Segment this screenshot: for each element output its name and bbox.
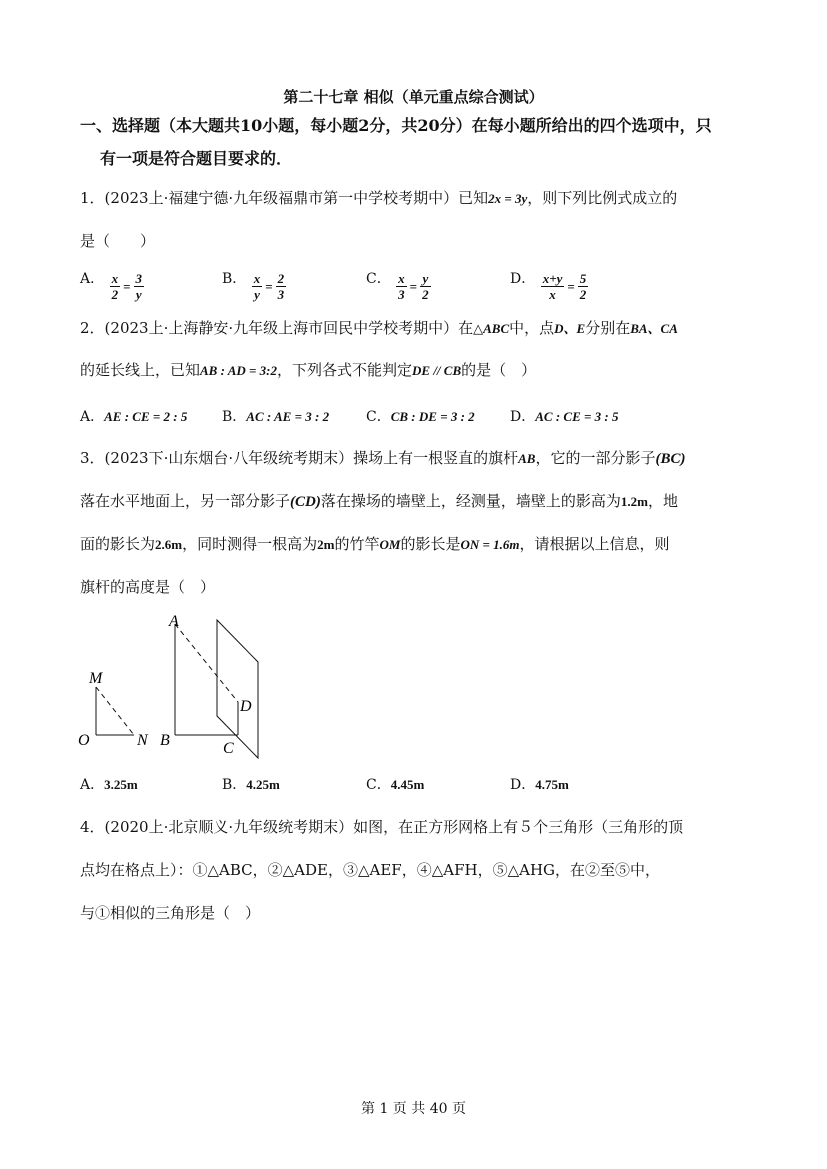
frac-den: y: [135, 287, 142, 302]
q2-source: 2．(2023上·上海静安·九年级上海市回民中学校考期中）在: [80, 319, 474, 337]
q1-source: 1．(2023上·福建宁德·九年级福鼎市第一中学校考期中）已知: [80, 189, 489, 207]
q2-triangle: △ABC: [473, 321, 510, 336]
q2-option-b[interactable]: [222, 406, 329, 426]
label-m: M: [89, 670, 103, 687]
q3-line2: [80, 490, 678, 511]
q4-line2: 点均在格点上）：①△ABC，②△ADE，③△AEF，④△AFH，⑤△AHG，在②至⑤中，: [80, 861, 661, 879]
q1-option-a[interactable]: [80, 268, 145, 302]
option-label: A．: [80, 777, 105, 793]
label-c: C: [223, 740, 234, 757]
option-value: 4.75m: [535, 777, 569, 792]
label-n: N: [137, 732, 148, 749]
option-label: A．: [80, 409, 105, 425]
option-value: 4.25m: [246, 777, 280, 792]
frac-num: 2: [277, 271, 285, 286]
label-a: A: [169, 613, 179, 630]
q2-parallel: DE // CB: [412, 363, 462, 378]
option-expression: AC : CE = 3 : 5: [535, 409, 619, 424]
frac-den: x: [549, 287, 556, 302]
q3-text: 落在操场的墙壁上，经测量，墙壁上的影高为: [320, 492, 621, 510]
frac-num: x: [253, 271, 261, 286]
q2-lines: BA、CA: [630, 321, 678, 336]
frac-num: 5: [579, 271, 587, 286]
q3-text: ，它的一部分影子: [535, 449, 656, 467]
q3-source: 3．(2023下·山东烟台·八年级统考期末）操场上有一根竖直的旗杆: [80, 449, 519, 467]
q3-option-d[interactable]: [510, 774, 569, 794]
q3-text: ，地: [647, 492, 678, 510]
option-label: B．: [222, 409, 247, 425]
q2-text: 的延长线上，已知: [80, 361, 201, 379]
frac-den: 3: [277, 287, 285, 302]
q1-option-b[interactable]: [222, 268, 287, 302]
option-expression: CB : DE = 3 : 2: [390, 409, 475, 424]
frac-den: 2: [579, 287, 587, 302]
frac-num: x: [111, 271, 119, 286]
frac-den: 2: [422, 287, 429, 302]
q2-points: D、E: [554, 321, 586, 336]
q3-text: 面的影长为: [80, 535, 156, 553]
q3-line1: [80, 447, 685, 468]
label-b: B: [160, 732, 170, 749]
q3-text: 落在水平地面上，另一部分影子: [80, 492, 291, 510]
q3-text: ，同时测得一根高为: [182, 535, 318, 553]
page-title: 第二十七章 相似（单元重点综合测试）: [283, 88, 544, 106]
option-label: C．: [366, 409, 391, 425]
frac-den: 3: [398, 287, 405, 302]
q3-shadow1: (BC): [655, 451, 686, 467]
wall-shape: [217, 620, 258, 758]
option-expression: $\frac{x+y}{x}$ = $\frac{5}{2}$: [542, 271, 587, 302]
q2-option-d[interactable]: [510, 406, 618, 426]
q1-option-d[interactable]: [510, 268, 589, 302]
q4-line3: 与①相似的三角形是（ ）: [80, 904, 261, 922]
q2-option-c[interactable]: [366, 406, 475, 426]
option-expression: $\frac{x}{2}$ = $\frac{3}{y}$: [111, 271, 142, 302]
q3-option-a[interactable]: [80, 774, 138, 794]
option-label: A．: [80, 271, 105, 287]
q3-ground-shadow: 2.6m: [155, 537, 183, 552]
q2-text: 分别在: [585, 319, 631, 337]
section-heading: 一、选择题（本大题共10小题，每小题2分，共20分）在每小题所给出的四个选项中，只: [80, 116, 712, 135]
option-expression: $\frac{x}{y}$ = $\frac{2}{3}$: [253, 271, 285, 302]
label-o: O: [78, 732, 90, 749]
q1-option-c[interactable]: [366, 268, 432, 302]
frac-num: x: [398, 271, 405, 286]
option-expression: $\frac{x}{3}$ = $\frac{y}{2}$: [398, 271, 429, 302]
option-label: C．: [366, 777, 391, 793]
q3-text: 的竹竿: [334, 535, 380, 553]
q3-wall-height: 1.2m: [620, 494, 648, 509]
option-label: B．: [222, 271, 247, 287]
frac-den: 2: [111, 287, 119, 302]
option-label: D．: [510, 777, 536, 793]
q3-stick-shadow: ON = 1.6m: [460, 537, 520, 552]
frac-den: y: [254, 287, 260, 302]
q2-ratio: AB : AD = 3:2: [200, 363, 277, 378]
q3-line3: [80, 533, 670, 554]
q3-text: ，请根据以上信息，则: [519, 535, 670, 553]
q2-text: ，下列各式不能判定: [277, 361, 413, 379]
option-label: C．: [366, 271, 391, 287]
frac-num: y: [420, 271, 431, 287]
q1-text: ，则下列比例式成立的: [527, 189, 678, 207]
frac-num: x+y: [542, 271, 563, 286]
q4-line1: 4．(2020上·北京顺义·九年级统考期末）如图，在正方形网格上有５个三角形（三角形的顶: [80, 818, 684, 836]
q2-text: 中，点: [509, 319, 555, 337]
q3-text: 的影长是: [400, 535, 461, 553]
q1-condition: 2x = 3y: [488, 191, 528, 206]
q3-pole: AB: [518, 451, 536, 466]
q2-line1: [80, 317, 678, 338]
q1-line2: 是（ ）: [80, 232, 156, 250]
sun-ray-line: [175, 624, 238, 702]
q3-figure: [75, 612, 275, 762]
section-heading-cont: 有一项是符合题目要求的．: [100, 149, 293, 168]
q1-line1: [80, 187, 677, 208]
page-footer: 第 1 页 共 40 页: [361, 1101, 466, 1117]
q3-option-b[interactable]: [222, 774, 280, 794]
option-label: D．: [510, 409, 536, 425]
q2-text: 的是（ ）: [461, 361, 537, 379]
q2-line2: [80, 359, 536, 380]
q3-option-c[interactable]: [366, 774, 424, 794]
q3-stick-height: 2m: [317, 537, 335, 552]
q3-line4: 旗杆的高度是（ ）: [80, 578, 216, 596]
option-value: 3.25m: [104, 777, 138, 792]
option-expression: AC : AE = 3 : 2: [246, 409, 330, 424]
option-expression: AE : CE = 2 : 5: [104, 409, 188, 424]
q3-stick: OM: [379, 537, 401, 552]
stick-ray-line: [96, 687, 134, 735]
option-label: B．: [222, 777, 247, 793]
label-d: D: [240, 698, 252, 715]
q2-option-a[interactable]: [80, 406, 187, 426]
q3-shadow2: (CD): [290, 494, 321, 510]
option-label: D．: [510, 271, 536, 287]
option-value: 4.45m: [390, 777, 425, 792]
frac-num: 3: [135, 271, 142, 286]
